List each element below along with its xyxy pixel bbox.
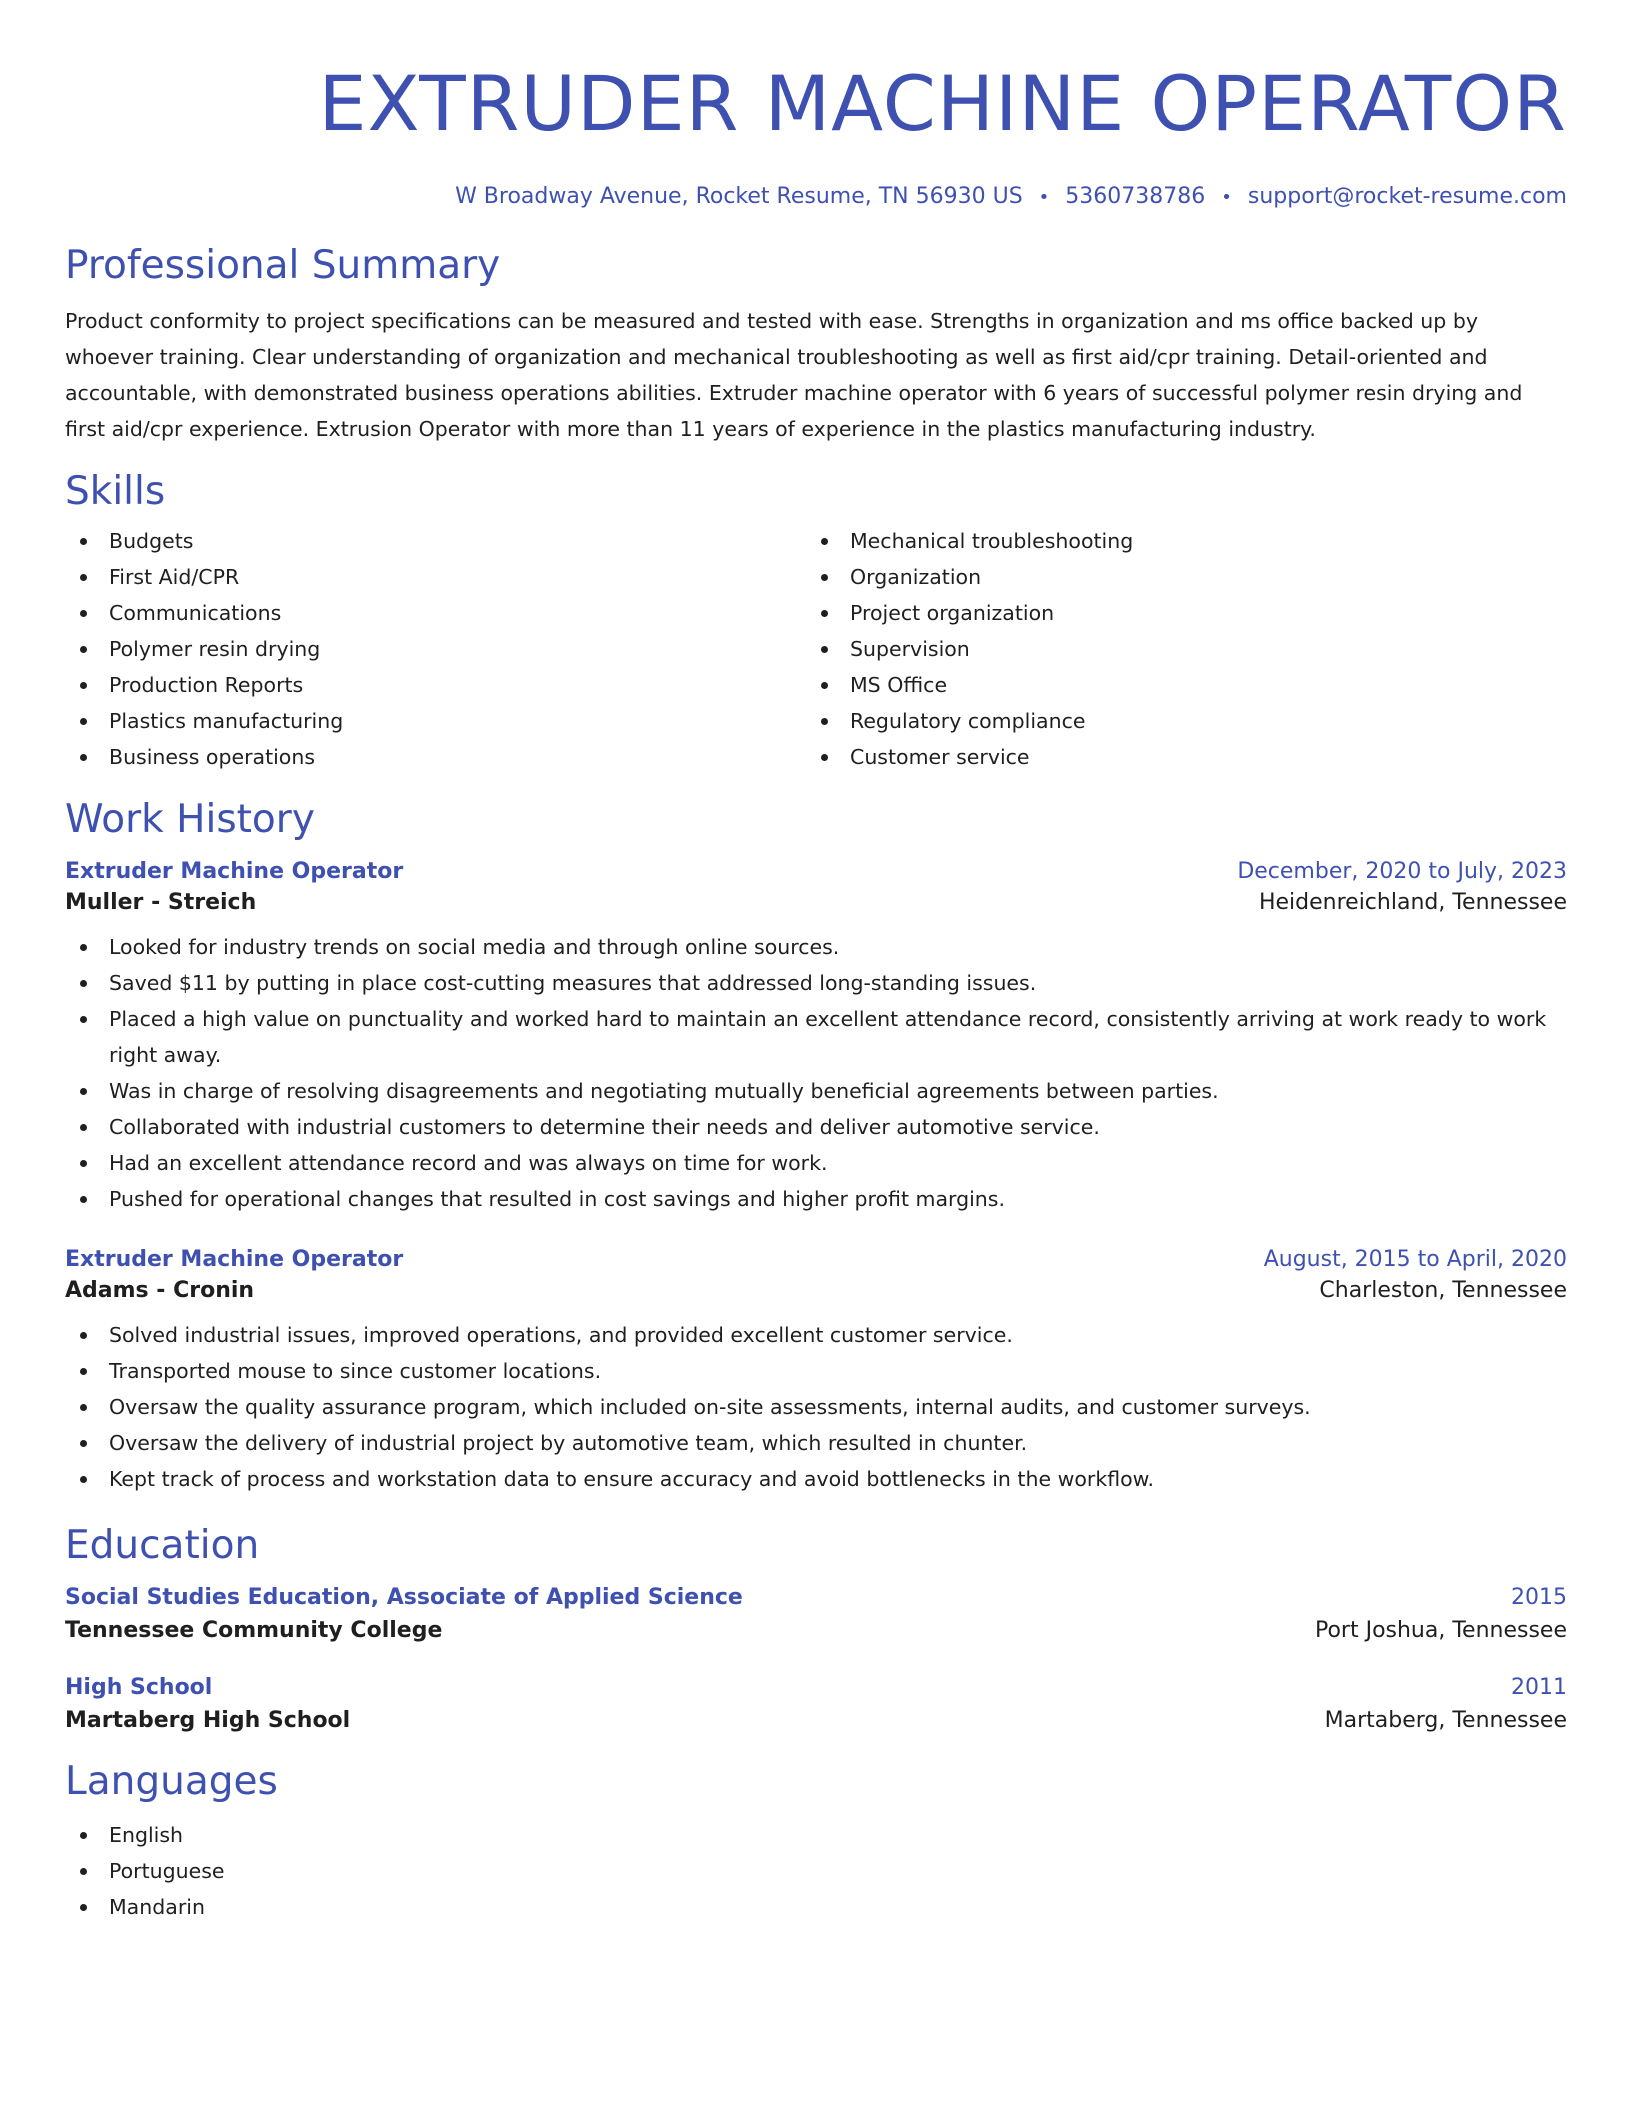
resume-title: EXTRUDER MACHINE OPERATOR	[318, 59, 1567, 148]
contact-email[interactable]: support@rocket-resume.com	[1247, 184, 1567, 209]
skill-item: Supervision	[806, 631, 1547, 667]
job-bullet: Had an excellent attendance record and was always on time for work.	[65, 1145, 1567, 1181]
contact-line	[65, 182, 1567, 213]
degree: Social Studies Education, Associate of Applied Science	[65, 1585, 743, 1610]
job-bullet: Pushed for operational changes that resulted in cost savings and higher profit margins.	[65, 1181, 1567, 1217]
languages-list	[65, 1817, 1567, 1925]
summary-text: Product conformity to project specifications can be measured and tested with ease. Strengths in organization and ms office backed up by whoever training. Clear understanding of organization and mechanical troubleshooting as well as first aid/cpr training. Detail-oriented and accountable, with demonstrated business operations abilities. Extruder machine operator with 6 years of successful polymer resin drying and first aid/cpr experience. Extrusion Operator with more than 11 years of experience in the plastics manufacturing industry.	[65, 309, 1523, 441]
job-bullet: Oversaw the delivery of industrial project by automotive team, which resulted in chunter.	[65, 1425, 1567, 1461]
skill-item: Plastics manufacturing	[65, 703, 806, 739]
skill-item: Production Reports	[65, 667, 806, 703]
skill-item: Organization	[806, 559, 1547, 595]
job-bullets	[65, 1317, 1567, 1497]
employer: Adams - Cronin	[65, 1278, 255, 1303]
employer: Muller - Streich	[65, 890, 257, 915]
job-bullet: Oversaw the quality assurance program, which included on-site assessments, internal audits, and customer surveys.	[65, 1389, 1567, 1425]
work-heading: Work History	[65, 797, 315, 842]
degree: High School	[65, 1675, 213, 1700]
skill-item: Customer service	[806, 739, 1547, 775]
job-bullet: Was in charge of resolving disagreements and negotiating mutually beneficial agreements between parties.	[65, 1073, 1567, 1109]
job-bullet: Transported mouse to since customer locations.	[65, 1353, 1567, 1389]
language-item: Portuguese	[65, 1853, 1567, 1889]
job-dates: December, 2020 to July, 2023	[1237, 859, 1567, 884]
separator-dot: •	[1221, 187, 1232, 208]
job-bullets	[65, 929, 1567, 1217]
education-year: 2015	[1511, 1585, 1567, 1610]
job-title: Extruder Machine Operator	[65, 859, 404, 884]
job-subheader	[65, 890, 1567, 915]
summary-heading: Professional Summary	[65, 243, 501, 288]
skill-item: Communications	[65, 595, 806, 631]
education-heading: Education	[65, 1523, 260, 1568]
school-location: Martaberg, Tennessee	[1324, 1708, 1567, 1733]
job-bullet: Saved $11 by putting in place cost-cutting measures that addressed long-standing issues.	[65, 965, 1567, 1001]
language-item: English	[65, 1817, 1567, 1853]
skills-heading: Skills	[65, 469, 166, 514]
job-subheader	[65, 1278, 1567, 1303]
education-year: 2011	[1511, 1675, 1567, 1700]
skill-item: Mechanical troubleshooting	[806, 523, 1547, 559]
education-entry	[65, 1675, 1567, 1733]
languages-heading: Languages	[65, 1759, 278, 1804]
skills-column-right	[806, 523, 1547, 775]
job-header	[65, 859, 1567, 884]
skill-item: First Aid/CPR	[65, 559, 806, 595]
education-header	[65, 1675, 1567, 1700]
skill-item: Budgets	[65, 523, 806, 559]
job-location: Heidenreichland, Tennessee	[1258, 890, 1567, 915]
job-bullet: Solved industrial issues, improved operations, and provided excellent customer service.	[65, 1317, 1567, 1353]
skills-grid	[65, 523, 1567, 775]
language-item: Mandarin	[65, 1889, 1567, 1925]
education-subheader	[65, 1708, 1567, 1733]
education-header	[65, 1585, 1567, 1610]
school-location: Port Joshua, Tennessee	[1314, 1618, 1567, 1643]
job-header	[65, 1247, 1567, 1272]
skill-item: Business operations	[65, 739, 806, 775]
skill-item: Project organization	[806, 595, 1547, 631]
contact-phone: 5360738786	[1065, 184, 1206, 209]
school-name: Tennessee Community College	[65, 1618, 443, 1643]
job-dates: August, 2015 to April, 2020	[1263, 1247, 1567, 1272]
education-entry	[65, 1585, 1567, 1643]
job-entry	[65, 859, 1567, 1217]
school-name: Martaberg High School	[65, 1708, 351, 1733]
skill-item: Regulatory compliance	[806, 703, 1547, 739]
job-bullet: Collaborated with industrial customers to determine their needs and deliver automotive service.	[65, 1109, 1567, 1145]
education-subheader	[65, 1618, 1567, 1643]
job-bullet: Looked for industry trends on social media and through online sources.	[65, 929, 1567, 965]
job-bullet: Kept track of process and workstation data to ensure accuracy and avoid bottlenecks in the workflow.	[65, 1461, 1567, 1497]
separator-dot: •	[1038, 187, 1050, 208]
contact-address: W Broadway Avenue, Rocket Resume, TN 56930 US	[455, 184, 1023, 209]
job-bullet: Placed a high value on punctuality and worked hard to maintain an excellent attendance record, consistently arriving at work ready to work right away.	[65, 1001, 1567, 1073]
job-location: Charleston, Tennessee	[1319, 1278, 1567, 1303]
skill-item: Polymer resin drying	[65, 631, 806, 667]
job-title: Extruder Machine Operator	[65, 1247, 404, 1272]
skill-item: MS Office	[806, 667, 1547, 703]
skills-column-left	[65, 523, 806, 775]
job-entry	[65, 1247, 1567, 1497]
